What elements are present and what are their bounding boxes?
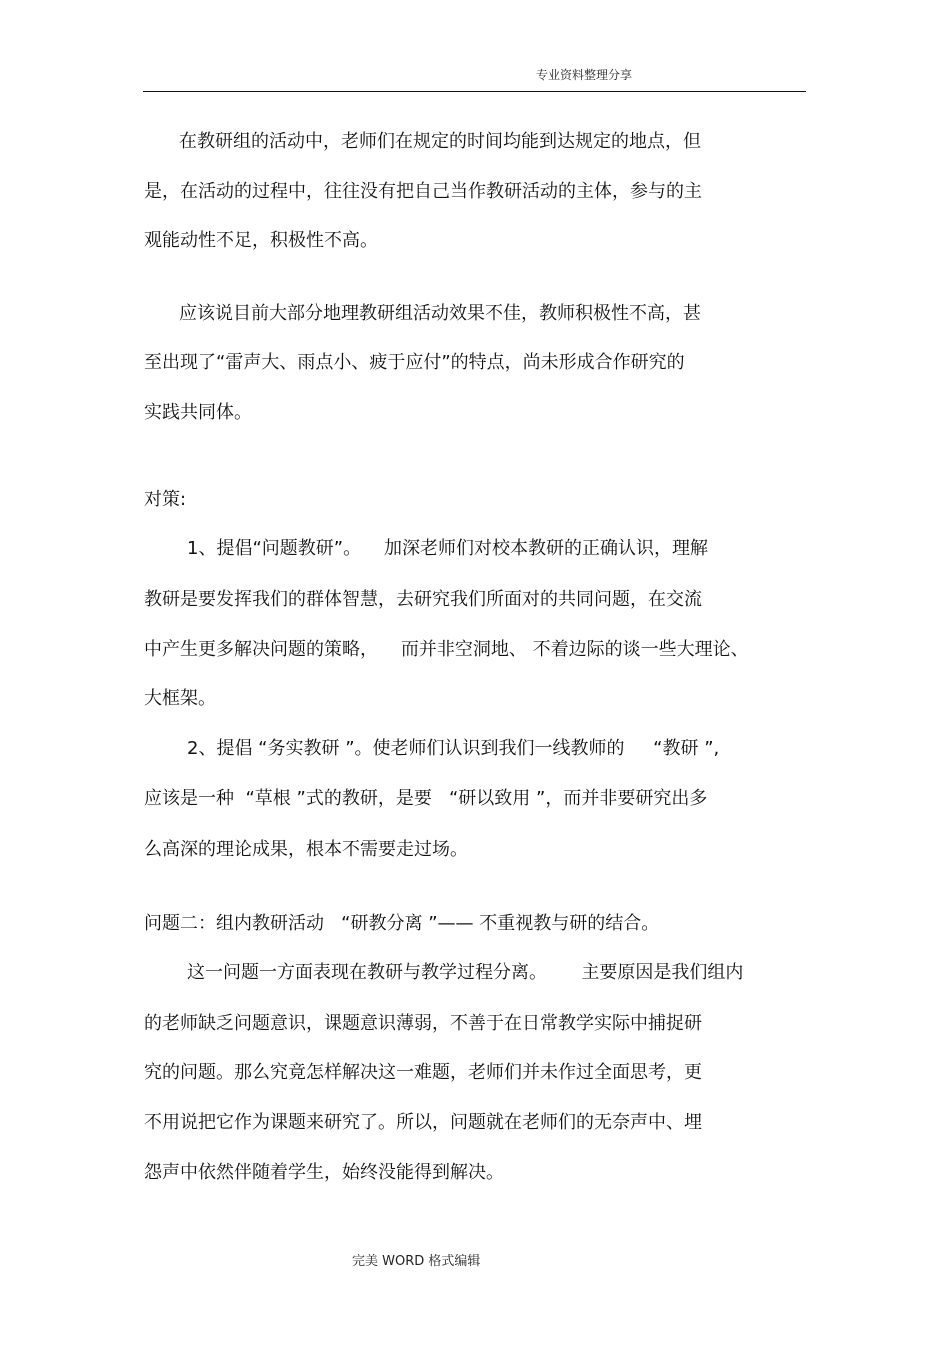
item-2-line-3: 么高深的理论成果，根本不需要走过场。 [144,839,468,860]
header-divider [143,91,806,92]
item-1-line-1: 1、提倡“问题教研”。 加深老师们对校本教研的正确认识，理解 [187,538,708,559]
problem-2-heading: 问题二：组内教研活动 “研教分离 ”—— 不重视教与研的结合。 [144,913,660,934]
paragraph-2-line-3: 实践共同体。 [144,402,252,423]
page-footer-text: 完美 WORD 格式编辑 [352,1254,481,1269]
item-2-line-2: 应该是一种 “草根 ”式的教研，是要 “研以致用 ”，而并非要研究出多 [144,788,708,809]
item-2-line-1: 2、提倡 “务实教研 ”。使老师们认识到我们一线教师的 “教研 ”, [187,738,720,759]
item-1-line-2: 教研是要发挥我们的群体智慧，去研究我们所面对的共同问题，在交流 [144,589,702,610]
paragraph-3-line-1: 这一问题一方面表现在教研与教学过程分离。 主要原因是我们组内 [187,962,744,983]
paragraph-1-line-1: 在教研组的活动中，老师们在规定的时间均能到达规定的地点，但 [179,131,701,152]
item-1-line-4: 大框架。 [144,688,216,709]
paragraph-3-line-3: 究的问题。那么究竟怎样解决这一难题，老师们并未作过全面思考，更 [144,1062,702,1083]
item-1-line-3: 中产生更多解决问题的策略， 而并非空洞地、 不着边际的谈一些大理论、 [144,639,749,660]
paragraph-2-line-2: 至出现了“雷声大、雨点小、疲于应付”的特点，尚未形成合作研究的 [144,352,685,373]
paragraph-3-line-2: 的老师缺乏问题意识，课题意识薄弱，不善于在日常教学实际中捕捉研 [144,1013,702,1034]
paragraph-2-line-1: 应该说目前大部分地理教研组活动效果不佳，教师积极性不高，甚 [179,303,701,324]
paragraph-3-line-5: 怨声中依然伴随着学生，始终没能得到解决。 [144,1162,504,1183]
paragraph-1-line-3: 观能动性不足，积极性不高。 [144,230,378,251]
page-header-title: 专业资料整理分享 [536,68,633,82]
paragraph-3-line-4: 不用说把它作为课题来研究了。所以，问题就在老师们的无奈声中、埋 [144,1112,702,1133]
paragraph-1-line-2: 是，在活动的过程中，往往没有把自己当作教研活动的主体，参与的主 [144,181,702,202]
countermeasure-label: 对策: [144,489,187,510]
